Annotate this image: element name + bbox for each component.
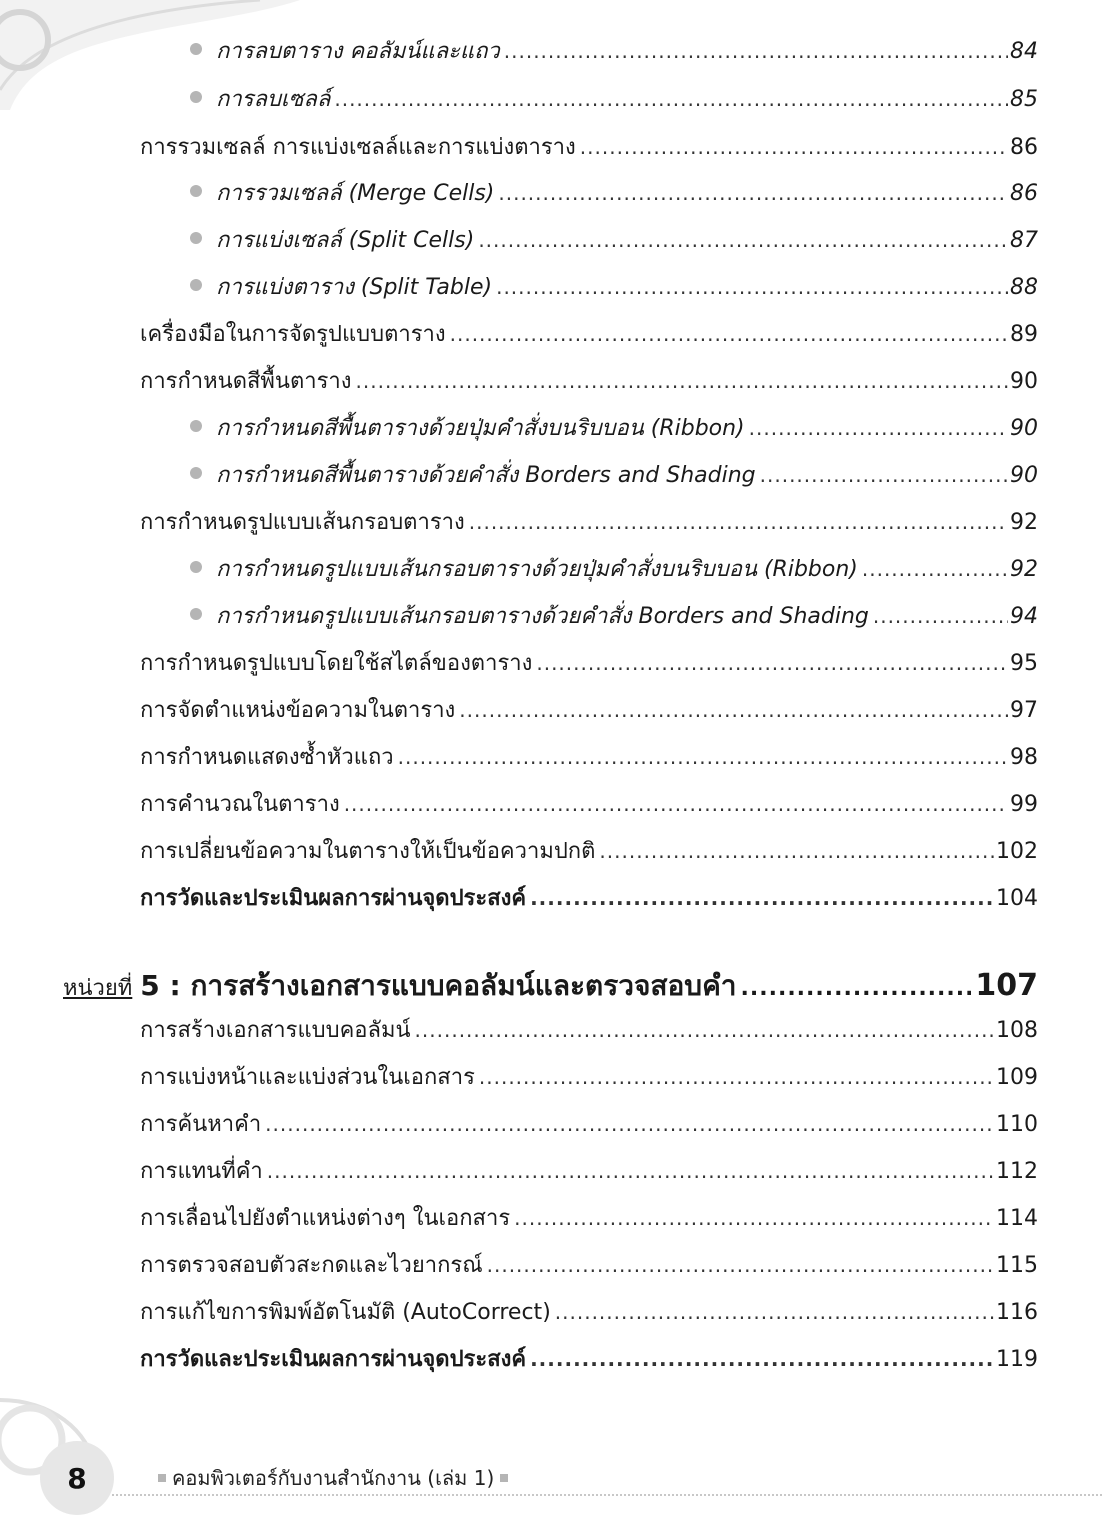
toc-entry-page: 86 [1010,135,1038,160]
toc-entry-page: 90 [1010,463,1038,488]
toc-entry-page: 97 [1010,698,1038,723]
toc-entry-page: 94 [1010,604,1038,629]
page-number: 8 [67,1461,87,1495]
bullet-icon [190,185,202,197]
toc-entry-title: การเปลี่ยนข้อความในตารางให้เป็นข้อความปกติ [140,839,596,864]
toc-entry[interactable] [140,1248,1038,1282]
toc-entry-assessment[interactable] [140,1342,1038,1376]
footer-divider [112,1494,1102,1496]
toc-entry[interactable] [190,176,1038,210]
toc-entry[interactable] [140,1201,1038,1235]
dot-leader [496,270,1008,304]
toc-entry-title: การตรวจสอบตัวสะกดและไวยากรณ์ [140,1253,483,1278]
dot-leader [356,364,1008,398]
dot-leader [514,1201,994,1235]
toc-entry-title: การรวมเซลล์ การแบ่งเซลล์และการแบ่งตาราง [140,135,576,160]
unit-label: หน่วยที่ [63,976,133,1001]
dot-leader [478,223,1008,257]
toc-entry-page: 88 [1010,275,1038,300]
dot-leader [536,646,1008,680]
page-number-badge [40,1441,114,1515]
dot-leader [555,1295,994,1329]
toc-entry[interactable] [140,834,1038,868]
toc-entry[interactable] [190,599,1038,633]
toc-entry-page: 114 [996,1206,1038,1231]
toc-entry-page: 84 [1010,39,1038,64]
toc-entry-page: 89 [1010,322,1038,347]
toc-entry-title: การกำหนดสีพื้นตารางด้วยคำสั่ง Borders and Shading [216,463,756,488]
toc-entry-title: การลบตาราง คอลัมน์และแถว [216,39,500,64]
toc-entry[interactable] [190,34,1038,68]
square-bullet-icon [500,1474,508,1482]
unit-heading[interactable] [63,964,1038,1008]
toc-entry[interactable] [190,223,1038,257]
bullet-icon [190,43,202,55]
toc-entry-page: 85 [1010,87,1038,112]
toc-entry-title: การกำหนดรูปแบบเส้นกรอบตารางด้วยปุ่มคำสั่งบนริบบอน (Ribbon) [216,557,858,582]
toc-entry-title: การแบ่งหน้าและแบ่งส่วนในเอกสาร [140,1065,475,1090]
dot-leader [487,1248,994,1282]
toc-entry[interactable] [140,317,1038,351]
toc-entry-title: การกำหนดสีพื้นตารางด้วยปุ่มคำสั่งบนริบบอน (Ribbon) [216,416,745,441]
toc-entry-page: 87 [1010,228,1038,253]
toc-entry[interactable] [190,411,1038,445]
toc-entry-page: 104 [996,886,1038,911]
dot-leader [398,740,1008,774]
toc-entry-title: การค้นหาคำ [140,1112,262,1137]
dot-leader [530,881,994,915]
unit-page: 107 [975,968,1038,1003]
toc-entry-page: 90 [1010,416,1038,441]
dot-leader [504,34,1008,68]
toc-entry-page: 110 [996,1112,1038,1137]
toc-entry[interactable] [140,787,1038,821]
toc-entry[interactable] [140,1107,1038,1141]
toc-entry[interactable] [140,740,1038,774]
toc-entry-title: การแทนที่คำ [140,1159,263,1184]
dot-leader [599,834,994,868]
toc-entry-page: 95 [1010,651,1038,676]
square-bullet-icon [158,1474,166,1482]
toc-entry-page: 112 [996,1159,1038,1184]
toc-entry[interactable] [140,130,1038,164]
toc-entry-title: การวัดและประเมินผลการผ่านจุดประสงค์ [140,886,527,911]
toc-entry-title: การกำหนดรูปแบบเส้นกรอบตารางด้วยคำสั่ง Borders and Shading [216,604,869,629]
toc-entry-title: การวัดและประเมินผลการผ่านจุดประสงค์ [140,1347,527,1372]
dot-leader [459,693,1008,727]
toc-entry-title: การแบ่งตาราง (Split Table) [216,275,493,300]
dot-leader [267,1154,994,1188]
toc-entry-page: 90 [1010,369,1038,394]
dot-leader [344,787,1008,821]
dot-leader [741,976,972,1001]
dot-leader [498,176,1008,210]
toc-entry[interactable] [140,1154,1038,1188]
toc-entry[interactable] [140,1295,1038,1329]
toc-entry-title: การกำหนดแสดงซ้ำหัวแถว [140,745,394,770]
toc-entry[interactable] [140,364,1038,398]
toc-entry-assessment[interactable] [140,881,1038,915]
toc-entry[interactable] [140,1013,1038,1047]
toc-entry[interactable] [140,505,1038,539]
toc-entry-page: 116 [996,1300,1038,1325]
bullet-icon [190,91,202,103]
toc-entry[interactable] [190,82,1038,116]
dot-leader [334,82,1008,116]
dot-leader [265,1107,994,1141]
bullet-icon [190,608,202,620]
dot-leader [469,505,1008,539]
toc-entry[interactable] [140,646,1038,680]
dot-leader [530,1342,994,1376]
dot-leader [873,599,1008,633]
dot-leader [760,458,1008,492]
bullet-icon [190,467,202,479]
bullet-icon [190,420,202,432]
toc-entry[interactable] [190,270,1038,304]
toc-entry-page: 92 [1010,557,1038,582]
dot-leader [749,411,1008,445]
toc-entry-title: การจัดตำแหน่งข้อความในตาราง [140,698,456,723]
toc-entry-page: 119 [996,1347,1038,1372]
toc-entry[interactable] [140,693,1038,727]
bullet-icon [190,561,202,573]
footer [152,1462,514,1494]
toc-entry-title: การแก้ไขการพิมพ์อัตโนมัติ (AutoCorrect) [140,1300,551,1325]
dot-leader [450,317,1008,351]
toc-entry-page: 115 [996,1253,1038,1278]
toc-entry[interactable] [190,552,1038,586]
toc-entry-title: การสร้างเอกสารแบบคอลัมน์ [140,1018,411,1043]
toc-entry-page: 108 [996,1018,1038,1043]
book-title: คอมพิวเตอร์กับงานสำนักงาน (เล่ม 1) [172,1466,495,1490]
toc-entry[interactable] [140,1060,1038,1094]
toc-entry-page: 109 [996,1065,1038,1090]
dot-leader [580,130,1008,164]
toc-entry-page: 86 [1010,181,1038,206]
unit-title: 5 : การสร้างเอกสารแบบคอลัมน์และตรวจสอบคำ [140,969,737,1002]
dot-leader [862,552,1008,586]
toc-entry-title: เครื่องมือในการจัดรูปแบบตาราง [140,322,446,347]
bullet-icon [190,279,202,291]
toc-entry-page: 99 [1010,792,1038,817]
bullet-icon [190,232,202,244]
toc-entry-title: การแบ่งเซลล์ (Split Cells) [216,228,475,253]
toc-entry-title: การกำหนดรูปแบบโดยใช้สไตล์ของตาราง [140,651,533,676]
dot-leader [479,1060,994,1094]
toc-entry-title: การลบเซลล์ [216,87,331,112]
toc-entry-title: การคำนวณในตาราง [140,792,340,817]
toc-entry[interactable] [190,458,1038,492]
toc-entry-title: การกำหนดสีพื้นตาราง [140,369,352,394]
toc-entry-title: การรวมเซลล์ (Merge Cells) [216,181,495,206]
toc-entry-title: การเลื่อนไปยังตำแหน่งต่างๆ ในเอกสาร [140,1206,511,1231]
dot-leader [415,1013,994,1047]
toc-entry-page: 102 [996,839,1038,864]
toc-entry-page: 92 [1010,510,1038,535]
toc-entry-page: 98 [1010,745,1038,770]
toc-entry-title: การกำหนดรูปแบบเส้นกรอบตาราง [140,510,465,535]
